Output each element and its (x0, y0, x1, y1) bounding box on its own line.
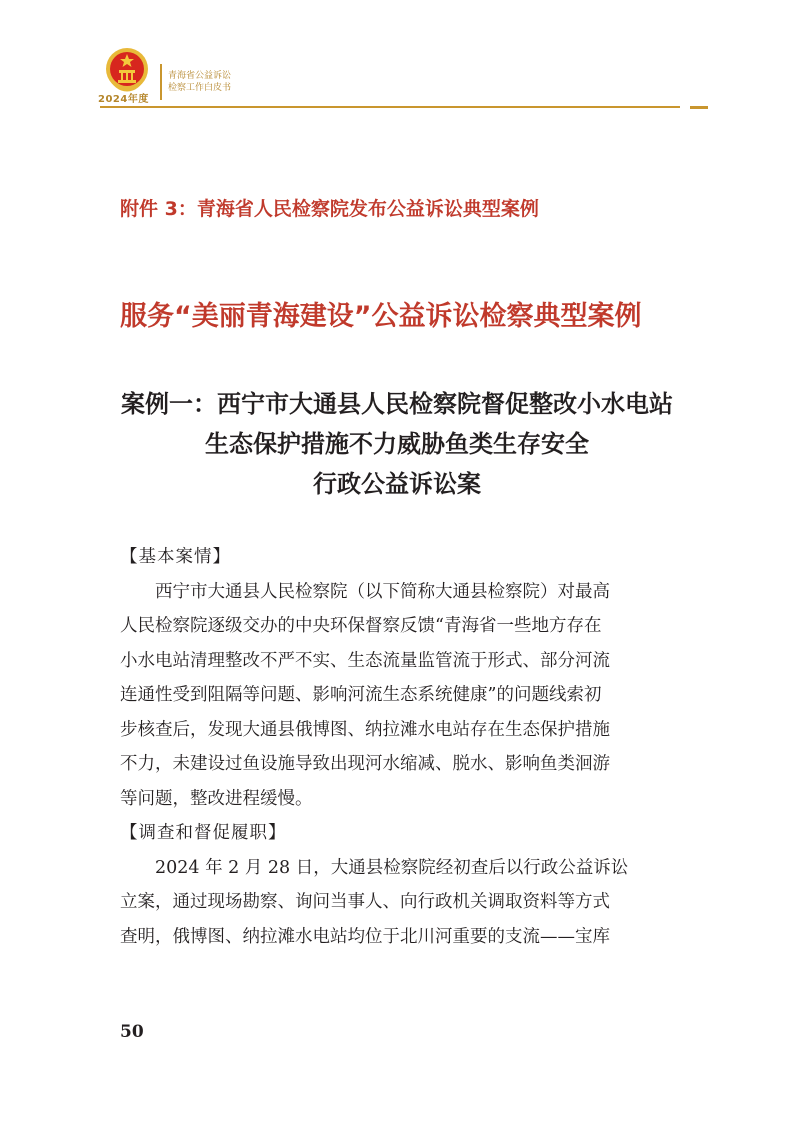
paragraph-line: 立案，通过现场勘察、询问当事人、向行政机关调取资料等方式 (120, 892, 610, 912)
header-rule (100, 106, 680, 108)
section-heading-basic: 【基本案情】 (120, 547, 231, 567)
header-title (168, 70, 231, 94)
paragraph-line: 不力，未建设过鱼设施导致出现河水缩减、脱水、影响鱼类洄游 (120, 754, 610, 774)
header-divider (160, 64, 162, 100)
paragraph-line: 查明，俄博图、纳拉滩水电站均位于北川河重要的支流——宝库 (120, 926, 610, 947)
paragraph-line: 人民检察院逐级交办的中央环保督察反馈“青海省一些地方存在 (120, 616, 602, 636)
paragraph-line: 等问题，整改进程缓慢。 (120, 788, 313, 809)
procuratorate-emblem-icon (104, 46, 150, 92)
paragraph-line: 2024 年 2 月 28 日，大通县检察院经初查后以行政公益诉讼 (155, 857, 629, 878)
year-label: 2024年度 (98, 94, 149, 105)
body-text (120, 540, 678, 954)
main-title: 服务“美丽青海建设”公益诉讼检察典型案例 (120, 301, 642, 332)
case-title-line1: 案例一：西宁市大通县人民检察院督促整改小水电站 (121, 389, 673, 418)
page-number: 50 (120, 1022, 144, 1042)
paragraph-line: 小水电站清理整改不严不实、生态流量监管流于形式、部分河流 (120, 650, 610, 671)
header-title-line2: 检察工作白皮书 (168, 83, 232, 93)
header-title-line1: 青海省公益诉讼 (168, 71, 232, 81)
header-rule-accent (690, 106, 708, 109)
paragraph-line: 连通性受到阻隔等问题、影响河流生态系统健康”的问题线索初 (120, 685, 602, 705)
case-title-line3: 行政公益诉讼案 (313, 469, 481, 498)
annex-title: 附件 3：青海省人民检察院发布公益诉讼典型案例 (120, 198, 539, 220)
paragraph-line: 步核查后，发现大通县俄博图、纳拉滩水电站存在生态保护措施 (120, 719, 610, 740)
case-title (100, 384, 694, 504)
section-heading-investigation: 【调查和督促履职】 (120, 823, 287, 843)
case-title-line2: 生态保护措施不力威胁鱼类生存安全 (205, 429, 589, 458)
paragraph-line: 西宁市大通县人民检察院（以下简称大通县检察院）对最高 (155, 581, 610, 602)
